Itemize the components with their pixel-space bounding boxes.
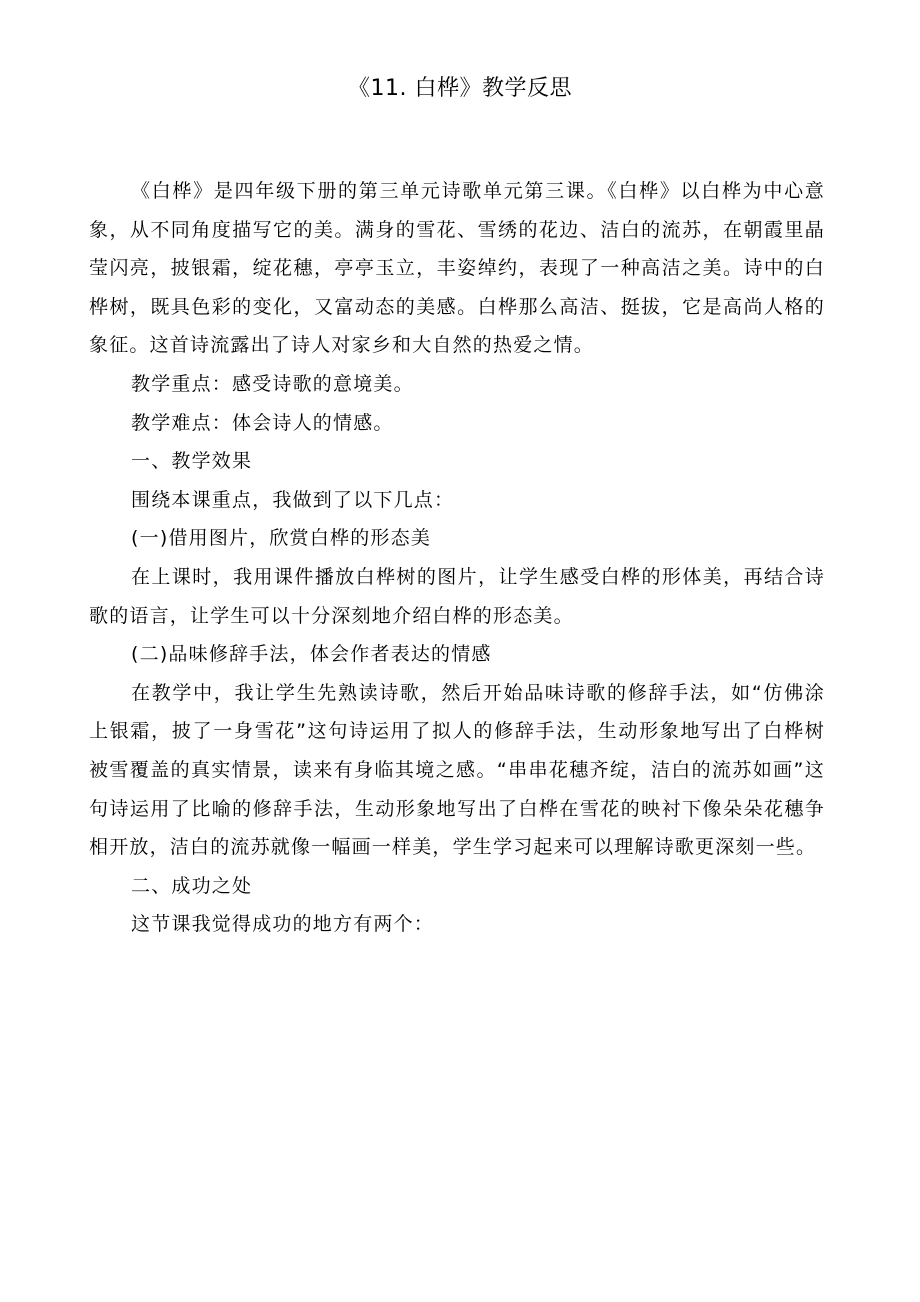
document-title: 《11. 白桦》教学反思 — [348, 76, 572, 101]
document-body — [89, 172, 825, 944]
pictures-paragraph: 在上课时，我用课件播放白桦树的图片，让学生感受白桦的形体美，再结合诗歌的语言，让学生可以十分深刻地介绍白桦的形态美。 — [89, 565, 825, 627]
success-intro: 这节课我觉得成功的地方有两个： — [131, 913, 435, 936]
effect-intro: 围绕本课重点，我做到了以下几点： — [131, 488, 455, 511]
section-heading-effect: 一、教学效果 — [131, 450, 253, 473]
subheading-rhetoric: (二)品味修辞手法，体会作者表达的情感 — [131, 643, 492, 666]
teaching-focus: 教学重点：感受诗歌的意境美。 — [131, 372, 414, 395]
rhetoric-paragraph: 在教学中，我让学生先熟读诗歌，然后开始品味诗歌的修辞手法，如“仿佛涂上银霜，披了一身雪花”这句诗运用了拟人的修辞手法，生动形象地写出了白桦树被雪覆盖的真实情景，读来有身临其境之感。“串串花穗齐绽，洁白的流苏如画”这句诗运用了比喻的修辞手法，生动形象地写出了白桦在雪花的映衬下像朵朵花穗争相开放，洁白的流苏就像一幅画一样美，学生学习起来可以理解诗歌更深刻一些。 — [89, 681, 825, 859]
intro-paragraph: 《白桦》是四年级下册的第三单元诗歌单元第三课。《白桦》以白桦为中心意象，从不同角度描写它的美。满身的雪花、雪绣的花边、洁白的流苏，在朝霞里晶莹闪亮，披银霜，绽花穗，亭亭玉立，丰姿绰约，表现了一种高洁之美。诗中的白桦树，既具色彩的变化，又富动态的美感。白桦那么高洁、挺拔，它是高尚人格的象征。这首诗流露出了诗人对家乡和大自然的热爱之情。 — [89, 180, 825, 357]
section-heading-success: 二、成功之处 — [131, 874, 253, 897]
subheading-pictures: (一)借用图片，欣赏白桦的形态美 — [131, 527, 432, 550]
teaching-difficulty: 教学难点：体会诗人的情感。 — [131, 411, 394, 434]
